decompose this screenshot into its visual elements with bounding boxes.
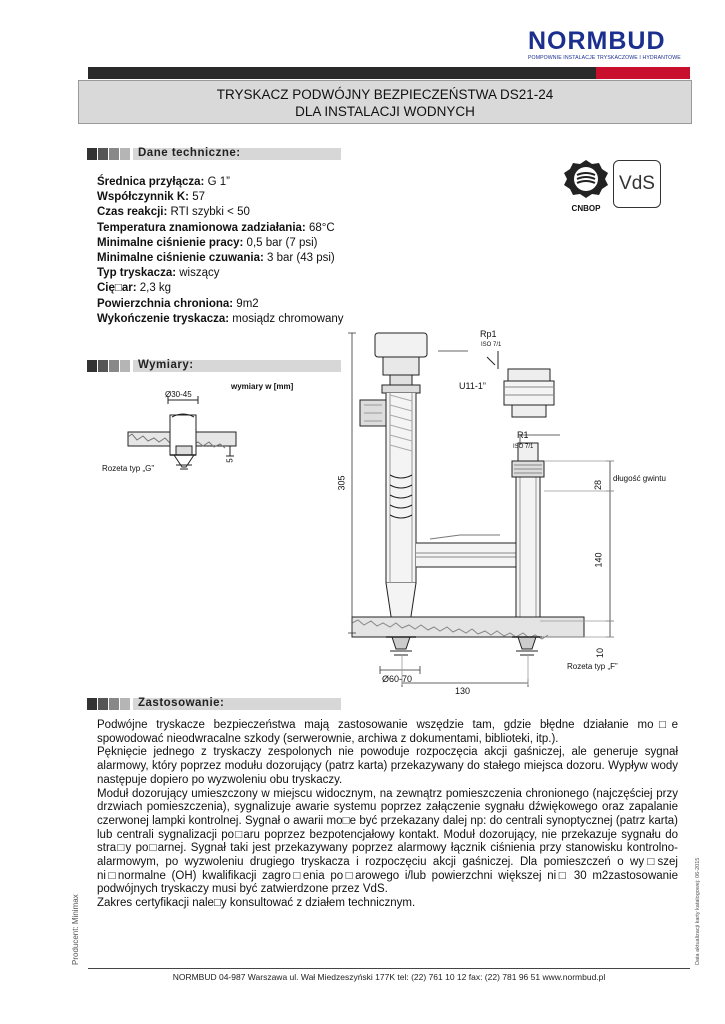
dim-130: 130: [455, 686, 471, 696]
title-box: [78, 80, 692, 124]
producer-note: Producent: Minimax: [71, 894, 80, 965]
cnbop-icon: [562, 158, 610, 200]
rozeta-f-label: Rozeta typ „F”: [567, 662, 618, 671]
cnbop-label: CNBOP: [571, 204, 601, 213]
spec-row: Powierzchnia chroniona: 9m2: [97, 297, 259, 310]
rozeta-g-label: Rozeta typ „G”: [102, 464, 155, 473]
dim-28: 28: [593, 479, 604, 491]
page-title-line2: DLA INSTALACJI WODNYCH: [295, 104, 475, 119]
section-title-dims: Wymiary:: [138, 359, 194, 371]
spec-row: Minimalne ciśnienie czuwania: 3 bar (43 psi): [97, 252, 335, 265]
header-red-bar: [596, 67, 690, 79]
spec-row: Temperatura znamionowa zadziałania: 68°C: [97, 221, 335, 234]
union-detail: [487, 351, 554, 417]
footer-contact: NORMBUD 04-987 Warszawa ul. Wał Miedzeszyński 177K tel: (22) 761 10 12 fax: (22) 781 96 51 www.normbud.pl: [172, 972, 606, 982]
paragraph: Zakres certyfikacji nale□y konsultować z działem technicznym.: [97, 897, 416, 910]
usage-text: [97, 719, 678, 911]
dim-5: 5: [225, 458, 235, 463]
vds-label: VdS: [619, 173, 655, 194]
paragraph: Pęknięcie jednego z tryskaczy zespolonych nie powoduje rozpoczęcia akcji gaśniczej, ale generuje sygnał alarmowy, który poprzez modułu dozorujący (patrz karta) przekazywany do stałego miejsca dozoru. Wypływ wody następuje dopiero po wyzwoleniu obu tryskaczy.: [97, 746, 678, 786]
iso-top-label: ISO 7/1: [481, 342, 502, 348]
cnbop-logo: [562, 158, 610, 213]
thread-length-label: długość gwintu: [613, 474, 666, 483]
spec-row: Wykończenie tryskacza: mosiądz chromowany: [97, 312, 344, 325]
section-header-tech: [87, 148, 341, 160]
dim-10: 10: [595, 647, 606, 659]
logo-wordmark: NORMBUD: [528, 27, 666, 55]
dim-d60-70: Ø60-70: [382, 674, 413, 684]
normbud-logo: [528, 28, 684, 62]
section-header-usage: [87, 698, 341, 710]
u11-label: U11-1”: [459, 381, 486, 391]
spec-row: Średnica przyłącza: G 1”: [97, 176, 230, 188]
iso-r-label: ISO 7/1: [513, 444, 534, 450]
spec-row: Cię□ar: 2,3 kg: [97, 282, 172, 295]
date-note: Data aktualizacji karty katalogowej: 06-2015: [695, 857, 701, 965]
spec-row: Typ tryskacza: wiszący: [97, 267, 220, 280]
spec-list: [97, 175, 344, 327]
page-title-line1: TRYSKACZ PODWÓJNY BEZPIECZEŃSTWA DS21-24: [216, 87, 554, 102]
spec-row: Minimalne ciśnienie pracy: 0,5 bar (7 psi): [97, 236, 318, 249]
rp1-label: Rp1: [480, 329, 497, 339]
section-title-usage: Zastosowanie:: [138, 697, 225, 709]
units-note: wymiary w [mm]: [231, 382, 294, 391]
footer-divider: [88, 968, 690, 969]
logo-tagline: POMPOWNIE INSTALACJE TRYSKACZOWE I HYDRANTOWE: [528, 55, 681, 61]
r1-label: R1: [517, 430, 529, 440]
spec-row: Współczynnik K: 57: [97, 191, 206, 204]
paragraph: Podwójne tryskacze bezpieczeństwa mają zastosowanie wszędzie tam, gdzie błędne działanie mo□e spowodować nieodwracalne szkody (serwerownie, archiwa z dokumentami, biblioteki, itp.).: [97, 719, 678, 745]
rozeta-g-detail: [128, 396, 236, 469]
paragraph: Moduł dozorujący umieszczony w miejscu widocznym, na zewnątrz pomieszczenia chronionego (najczęściej przy drzwiach pomieszczenia), sygnalizuje awarie systemu poprzez załączenie sygnału dźwiękowego oraz zapalanie czerwonej lampki kontrolnej. Sygnał o awarii mo□e być przekazany dalej np: do centrali synoptycznej (patrz karta) lub centrali sygnalizacji po□aru poprzez bezpotencjałowy kontakt. Moduł dozorujący, nie przekazuje sygnału do stra□y po□arnej. Sygnał taki jest przekazywany poprzez alarmowy łącznik ciśnienia przy stanowisku kontrolno-alarmowym, po wyzwoleniu drugiego tryskacza i rozpoczęciu akcji gaśniczej. Dla pomieszczeń o wy□szej ni□normalne (OH) kwalifikacji zagro□enia po□arowego i/lub powierzchni większej ni□ 30 m2zastosowanie podwójnych tryskaczy musi być zatwierdzone przez VdS.: [97, 787, 678, 896]
spec-row: Czas reakcji: RTI szybki < 50: [97, 206, 250, 219]
dim-140: 140: [593, 552, 604, 568]
dim-d30-45: Ø30-45: [165, 390, 192, 399]
vds-logo: [613, 160, 661, 208]
dim-305: 305: [336, 475, 347, 491]
section-title-tech: Dane techniczne:: [138, 147, 241, 159]
